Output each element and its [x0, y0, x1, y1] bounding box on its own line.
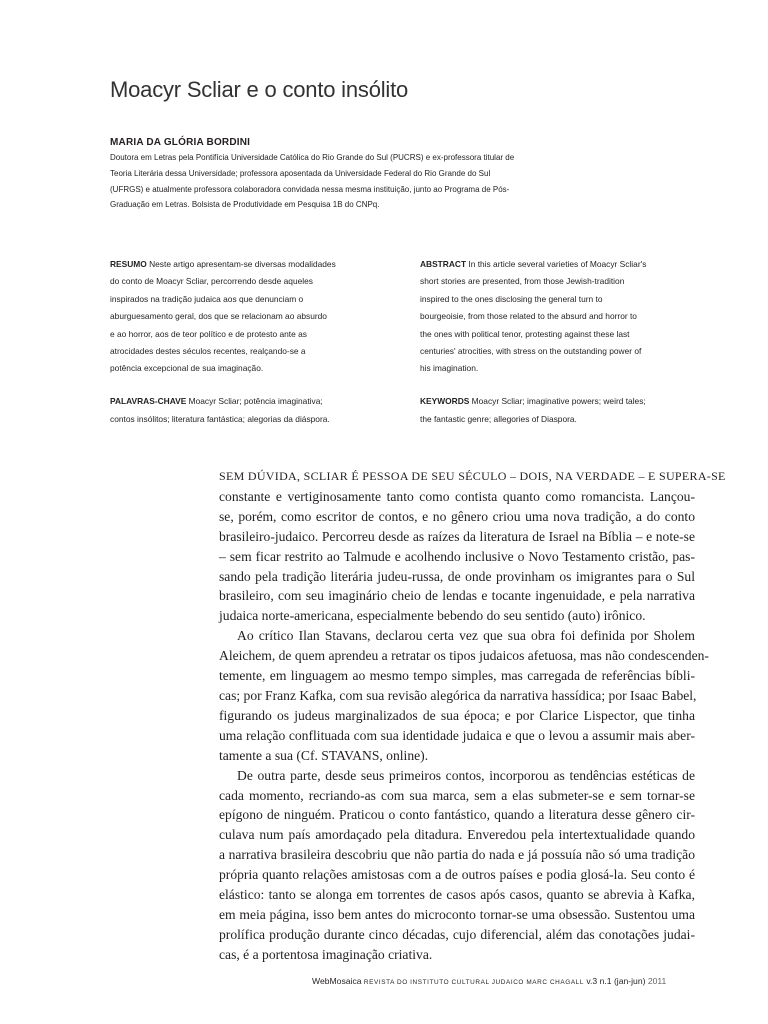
body-line: brasileiro, com seu imaginário cheio de lendas e tocante ingenuidade, e pela narrativa: [219, 588, 695, 604]
abstract-line: [420, 256, 646, 273]
resumo-line: [110, 256, 336, 273]
resumo-line: e ao horror, aos de teor político e de protesto ante as: [110, 328, 307, 339]
body-line: em meia página, isso bem antes do microconto tornar-se uma obsessão. Sustentou uma: [219, 906, 695, 922]
resumo-line: do conto de Moacyr Scliar, percorrendo desde aqueles: [110, 276, 313, 287]
body-line: culava num país amordaçado pela ditadura. Enveredou pela intertextualidade quando: [219, 827, 695, 843]
body-line: cas, é a portentosa imaginação criativa.: [219, 946, 433, 962]
palavras-chave-label: PALAVRAS-CHAVE: [110, 396, 187, 406]
body-line: constante e vertiginosamente tanto como contista quanto como romancista. Lançou-: [219, 488, 695, 504]
abstract-text: In this article several varieties of Moacyr Scliar's: [468, 259, 647, 269]
abstract-label: ABSTRACT: [420, 259, 467, 269]
body-line: figurando os judeus marginalizados de sua época; e por Clarice Lispector, que tinha: [219, 707, 695, 723]
journal-year: 2011: [647, 976, 667, 986]
body-line: De outra parte, desde seus primeiros contos, incorporou as tendências estéticas de: [237, 767, 695, 783]
article-title: Moacyr Scliar e o conto insólito: [110, 77, 409, 102]
body-line: brasileiro-judaico. Percorreu desde as raízes da literatura de Israel na Bíblia – e note-se: [219, 528, 695, 544]
body-line: cas; por Franz Kafka, com sua revisão alegórica da narrativa hassídica; por Isaac Babel,: [219, 687, 697, 703]
abstract-block: [420, 256, 646, 378]
bio-line: Doutora em Letras pela Pontifícia Universidade Católica do Rio Grande do Sul (PUCRS) e ex-professora titular de: [110, 153, 515, 162]
bio-line: (UFRGS) e atualmente professora colaboradora convidada nessa mesma instituição, junto ao Programa de Pós-: [110, 184, 510, 194]
palavras-chave-line: contos insólitos; literatura fantástica; alegorias da diáspora.: [110, 414, 330, 424]
abstract-line: his imagination.: [420, 363, 479, 374]
opening-line: SEM DÚVIDA, SCLIAR É PESSOA DE SEU SÉCULO – DOIS, NA VERDADE – E SUPERA-SE: [219, 469, 726, 483]
bio-line: Graduação em Letras. Bolsista de Produtividade em Pesquisa 1B do CNPq.: [110, 200, 380, 210]
abstract-line: centuries' atrocities, with stress on the outstanding power of: [420, 346, 642, 357]
keywords-block: [420, 392, 646, 428]
body-line: uma relação conflituada com sua identidade judaica e que o levou a assumir mais aber-: [219, 727, 695, 743]
journal-name: WebMosaica: [312, 976, 362, 986]
body-line: elástico: tanto se alonga em torrentes de casos após casos, quanto se abrevia à Kafka,: [219, 887, 695, 903]
abstract-line: short stories are presented, from those Jewish-tradition: [420, 276, 625, 287]
keywords-text: Moacyr Scliar; imaginative powers; weird tales;: [471, 396, 646, 406]
resumo-line: aburguesamento geral, dos que se relacionam ao absurdo: [110, 311, 327, 322]
body-line: sando pela tradição literária judeu-russa, de onde provinham os imigrantes para o Sul: [219, 568, 695, 584]
body-line: cada momento, recriando-as com sua marca, sem a elas submeter-se e sem tornar-se: [219, 787, 695, 803]
author-bio: [110, 150, 590, 213]
resumo-line: inspirados na tradição judaica aos que denunciam o: [110, 293, 304, 304]
resumo-label: RESUMO: [110, 259, 147, 269]
journal-volume: v.3 n.1 (jan-jun): [586, 976, 646, 986]
abstract-line: inspired to the ones disclosing the general turn to: [420, 293, 603, 304]
body-line: a narrativa brasileira descobriu que não partia do nada e já possuía não só uma tradição: [219, 847, 695, 863]
abstract-line: the ones with political tenor, protesting against these last: [420, 328, 630, 339]
body-line: – sem ficar restrito ao Talmude e acolhendo inclusive o Novo Testamento cristão, pas-: [219, 548, 695, 564]
article-body: [219, 467, 726, 965]
keywords-line: the fantastic genre; allegories of Diaspora.: [420, 414, 577, 424]
body-line: Aleichem, de quem aprendeu a retratar os tipos judaicos afetuosa, mas não condescenden-: [219, 648, 709, 664]
body-line: Ao crítico Ilan Stavans, declarou certa vez que sua obra foi definida por Sholem: [237, 628, 695, 644]
palavras-chave-line: [110, 392, 330, 410]
keywords-label: KEYWORDS: [420, 396, 470, 406]
keywords-line: [420, 392, 646, 410]
abstract-line: bourgeoisie, from those related to the absurd and horror to: [420, 311, 637, 322]
body-line: se, porém, como escritor de contos, e no gênero criou uma nova tradição, a do conto: [219, 508, 695, 524]
bio-line: Teoria Literária dessa Universidade; professora aposentada da Universidade Federal do Rio Grande do Sul: [110, 168, 491, 178]
body-line: epígono de ninguém. Praticou o conto fantástico, quando a literatura desse gênero cir-: [219, 807, 695, 823]
body-line: tamente a sua (Cf. STAVANS, online).: [219, 747, 429, 763]
author-name: MARIA DA GLÓRIA BORDINI: [110, 137, 251, 148]
body-line: judaica norte-americana, especialmente bebendo do seu sentido (auto) irônico.: [219, 608, 646, 624]
body-line: própria quanto relações amistosas com a de outros países e podia glosá-la. Seu conto é: [219, 867, 695, 883]
resumo-block: [110, 256, 336, 378]
palavras-chave-text: Moacyr Scliar; potência imaginativa;: [188, 396, 323, 406]
body-line: prolífica produção durante cinco décadas, cujo diferencial, além das conotações judai-: [219, 926, 695, 942]
resumo-line: atrocidades destes séculos recentes, realçando-se a: [110, 346, 306, 357]
palavras-chave-block: [110, 392, 330, 428]
resumo-line: potência excepcional de sua imaginação.: [110, 363, 264, 374]
body-line: temente, em linguagem ao mesmo tempo simples, mas carregada de referências bíbli-: [219, 668, 695, 684]
page-footer: [312, 976, 666, 986]
resumo-text: Neste artigo apresentam-se diversas modalidades: [149, 259, 336, 269]
journal-subtitle: REVISTA DO INSTITUTO CULTURAL JUDAICO MARC CHAGALL: [363, 979, 584, 986]
